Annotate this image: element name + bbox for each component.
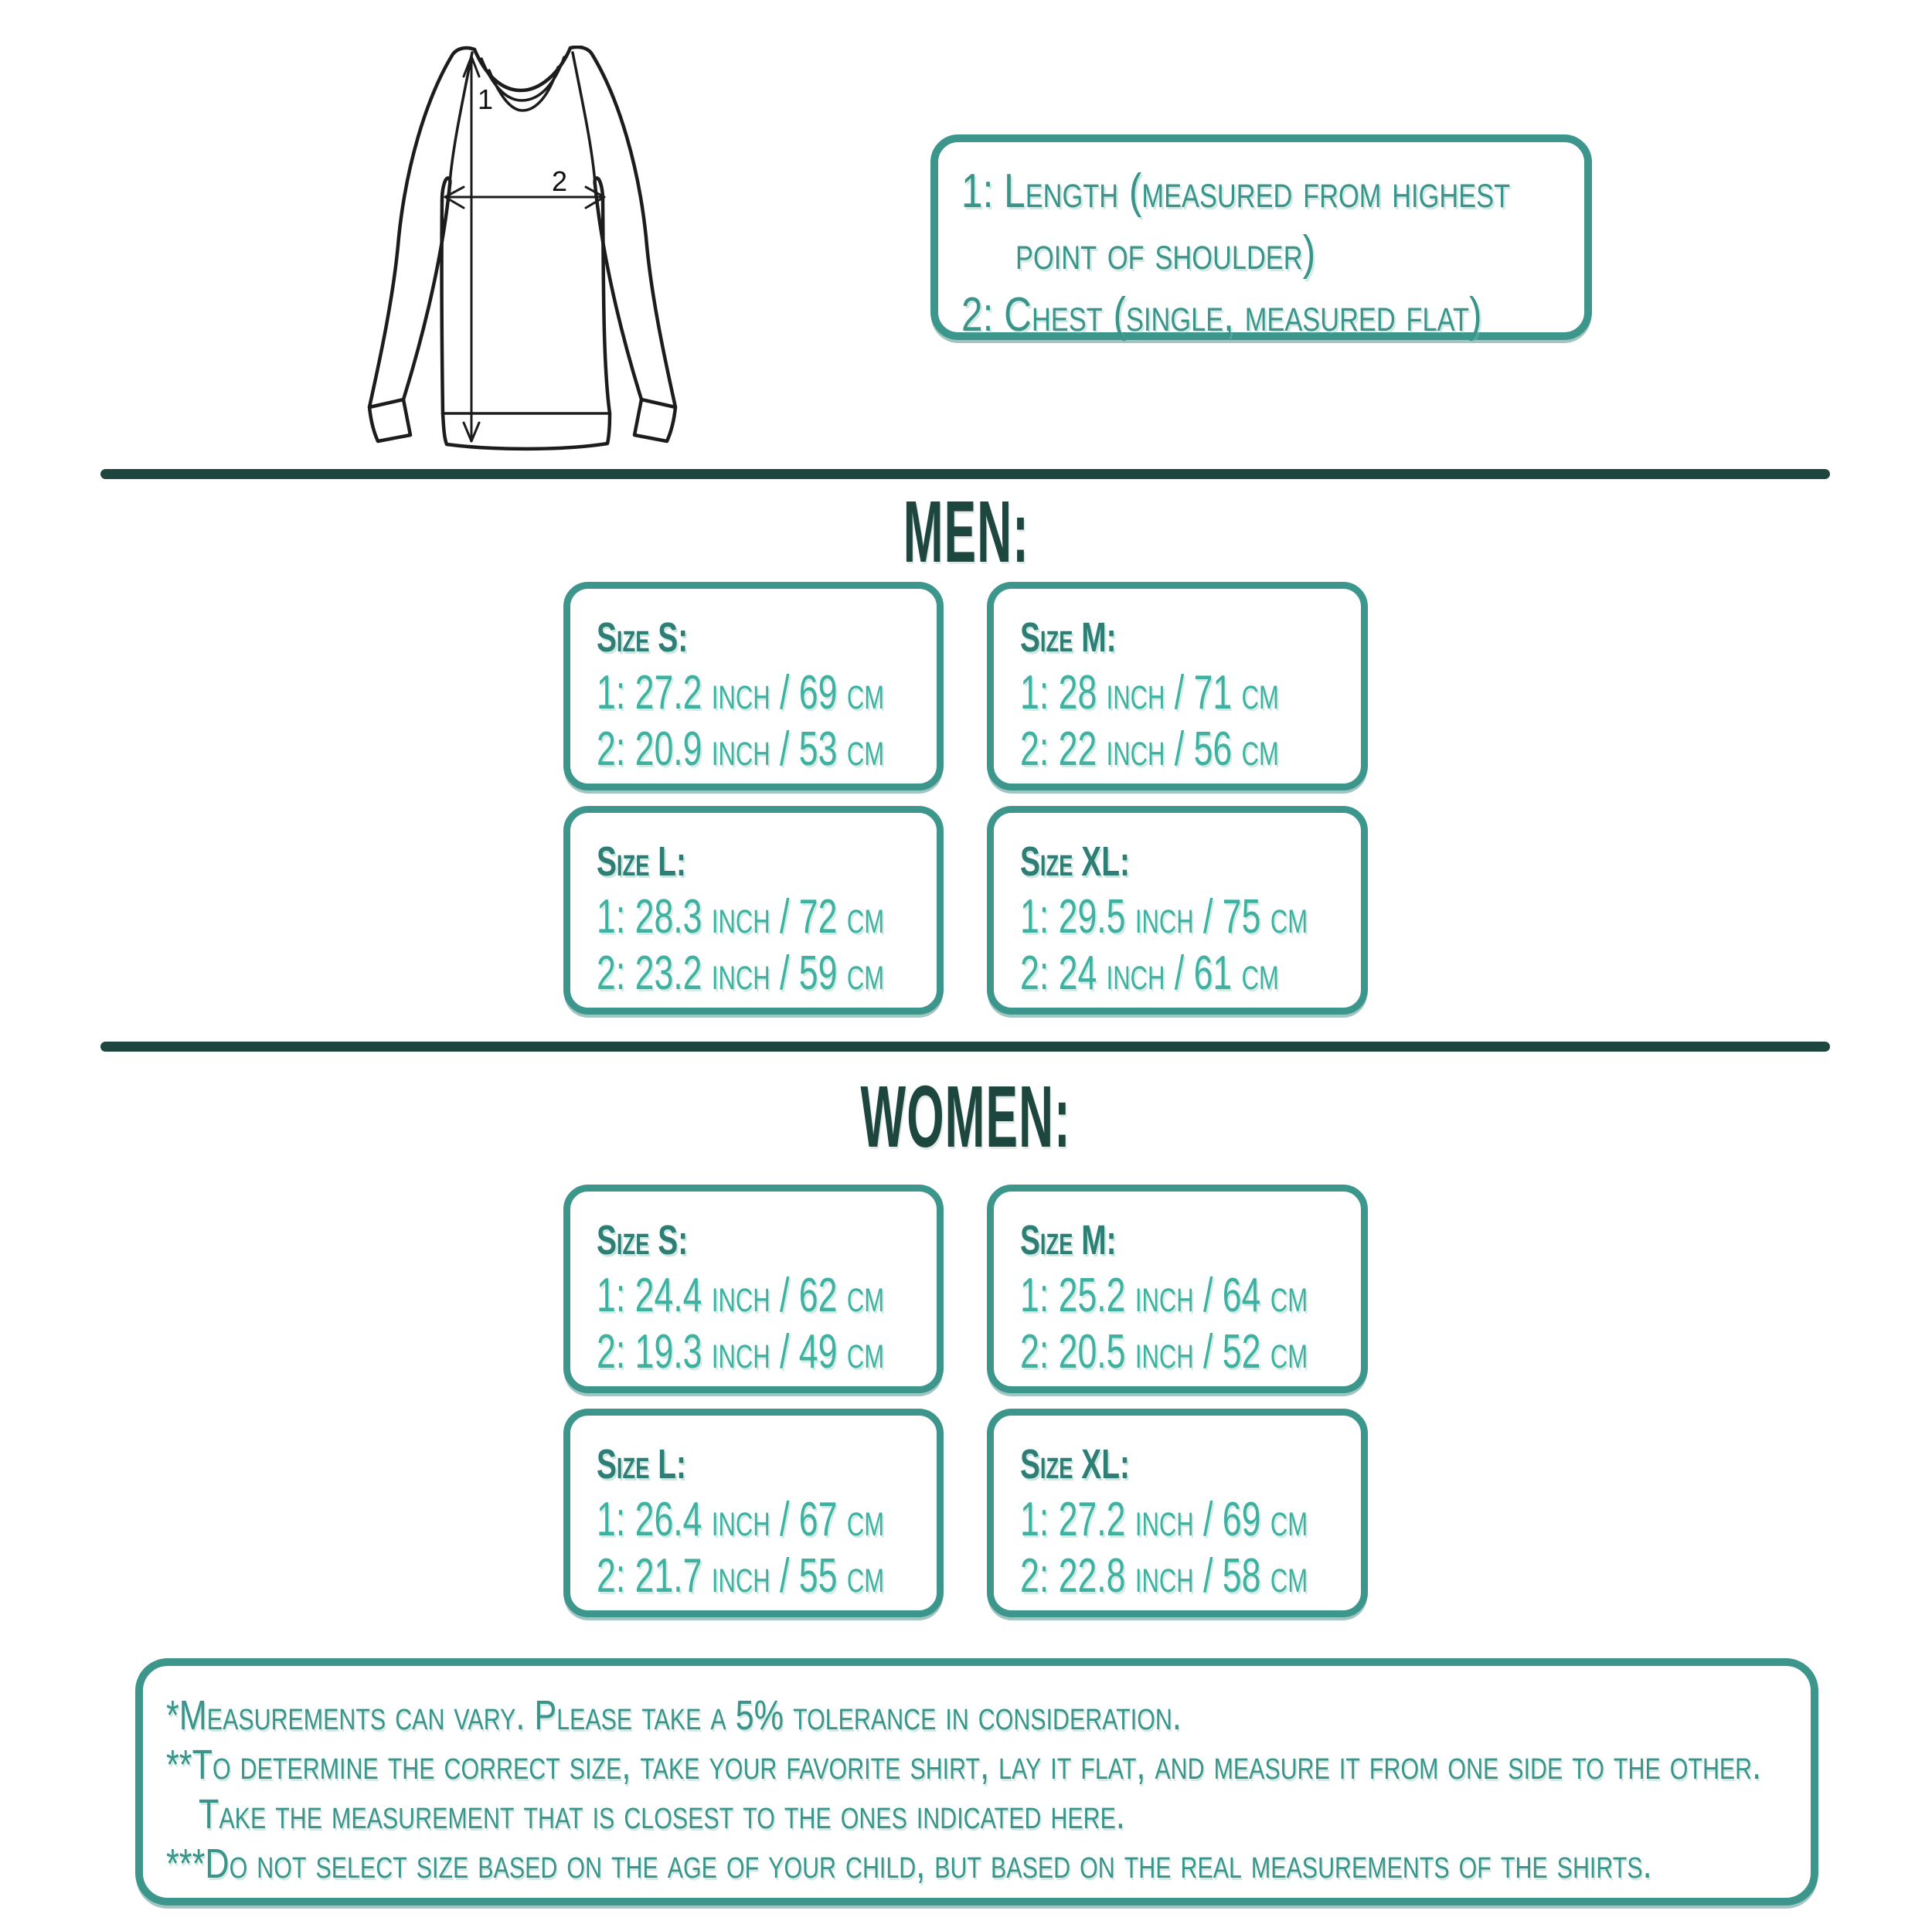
size-length-value: 1: 26.4 inch / 67 cm bbox=[597, 1493, 885, 1546]
size-length-value: 1: 28.3 inch / 72 cm bbox=[597, 890, 885, 943]
men-size-l-box bbox=[563, 806, 944, 1015]
shirt-diagram bbox=[366, 46, 688, 453]
shirt-outline-svg bbox=[366, 46, 688, 453]
men-size-grid bbox=[563, 582, 1369, 1015]
size-length-value: 1: 25.2 inch / 64 cm bbox=[1020, 1269, 1308, 1322]
legend-line-length-wrap: point of shoulder) bbox=[1015, 226, 1316, 280]
size-length-value: 1: 27.2 inch / 69 cm bbox=[597, 666, 885, 719]
size-chest-value: 2: 21.7 inch / 55 cm bbox=[597, 1549, 885, 1603]
size-length-value: 1: 24.4 inch / 62 cm bbox=[597, 1269, 885, 1322]
right-cuff bbox=[634, 399, 675, 441]
men-section-title: MEN: bbox=[903, 483, 1029, 580]
men-size-s-box bbox=[563, 582, 944, 790]
size-label: Size S: bbox=[597, 1217, 689, 1263]
size-chest-value: 2: 24 inch / 61 cm bbox=[1020, 947, 1279, 1000]
size-chest-value: 2: 22.8 inch / 58 cm bbox=[1020, 1549, 1308, 1603]
right-sleeve-outer bbox=[570, 47, 675, 407]
body-right-edge bbox=[603, 200, 610, 413]
divider-men bbox=[100, 469, 1830, 479]
footnote-child-age: ***Do not select size based on the age of your child, but based on the real measurements of the shirts. bbox=[166, 1841, 1652, 1887]
size-chest-value: 2: 20.9 inch / 53 cm bbox=[597, 722, 885, 776]
footnote-determine-size: **To determine the correct size, take your favorite shirt, lay it flat, and measure it from one side to the other. bbox=[166, 1742, 1762, 1788]
size-label: Size M: bbox=[1020, 1217, 1117, 1263]
size-chest-value: 2: 19.3 inch / 49 cm bbox=[597, 1325, 885, 1379]
chest-marker-label: 2 bbox=[552, 165, 568, 197]
size-length-value: 1: 29.5 inch / 75 cm bbox=[1020, 890, 1308, 943]
women-size-xl-box bbox=[987, 1409, 1368, 1617]
size-chest-value: 2: 20.5 inch / 52 cm bbox=[1020, 1325, 1308, 1379]
length-marker-label: 1 bbox=[478, 83, 494, 115]
size-chest-value: 2: 22 inch / 56 cm bbox=[1020, 722, 1279, 776]
size-label: Size XL: bbox=[1020, 838, 1130, 885]
size-label: Size S: bbox=[597, 614, 689, 661]
legend-line-chest: 2: Chest (single, measured flat) bbox=[961, 288, 1482, 342]
women-size-grid bbox=[563, 1185, 1369, 1617]
size-chest-value: 2: 23.2 inch / 59 cm bbox=[597, 947, 885, 1000]
footnote-determine-size-wrap: Take the measurement that is closest to the ones indicated here. bbox=[199, 1791, 1125, 1838]
men-size-xl-box bbox=[987, 806, 1368, 1015]
legend-line-length: 1: Length (measured from highest bbox=[961, 165, 1511, 218]
left-sleeve-outer bbox=[369, 48, 474, 407]
men-size-m-box bbox=[987, 582, 1368, 790]
women-size-s-box bbox=[563, 1185, 944, 1393]
left-raglan-seam bbox=[450, 53, 472, 183]
divider-women bbox=[100, 1042, 1830, 1052]
size-label: Size M: bbox=[1020, 614, 1117, 661]
women-section-title: WOMEN: bbox=[860, 1068, 1072, 1165]
left-cuff bbox=[369, 399, 410, 441]
size-label: Size L: bbox=[597, 838, 686, 885]
chest-arrow bbox=[445, 187, 604, 208]
length-arrow bbox=[464, 56, 479, 441]
size-label: Size L: bbox=[597, 1441, 686, 1487]
footnotes-box bbox=[135, 1658, 1818, 1906]
size-length-value: 1: 28 inch / 71 cm bbox=[1020, 666, 1279, 719]
body-left-edge bbox=[442, 200, 443, 413]
size-length-value: 1: 27.2 inch / 69 cm bbox=[1020, 1493, 1308, 1546]
footnote-tolerance: *Measurements can vary. Please take a 5% tolerance in consideration. bbox=[166, 1692, 1182, 1739]
women-size-l-box bbox=[563, 1409, 944, 1617]
size-label: Size XL: bbox=[1020, 1441, 1130, 1487]
legend-box bbox=[930, 134, 1592, 340]
right-raglan-seam bbox=[573, 53, 595, 183]
women-size-m-box bbox=[987, 1185, 1368, 1393]
